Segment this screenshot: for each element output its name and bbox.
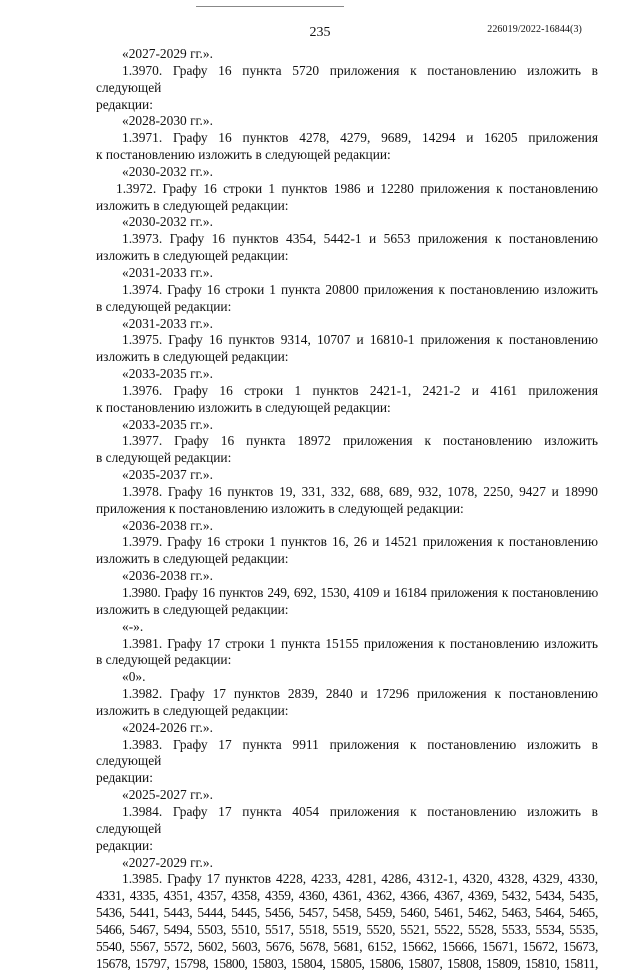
text-line: редакции: — [96, 837, 153, 853]
text-line: 4331, 4335, 4351, 4357, 4358, 4359, 4360, 4361, 4362, 4366, 4367, 4369, 5432, 5434, 5435, — [96, 888, 598, 904]
text-line: приложения к постановлению изложить в следующей редакции: — [96, 500, 464, 516]
text-line: «2027-2029 гг.». — [122, 854, 213, 870]
text-line: в следующей редакции: — [96, 298, 232, 314]
page-number: 235 — [309, 25, 331, 40]
text-line: 5436, 5441, 5443, 5444, 5445, 5456, 5457, 5458, 5459, 5460, 5461, 5462, 5463, 5464, 5465, — [96, 905, 598, 921]
text-line: «2033-2035 гг.». — [122, 366, 213, 382]
text-line: «2028-2030 гг.». — [122, 113, 213, 129]
text-line: 1.3971. Графу 16 пунктов 4278, 4279, 9689, 14294 и 16205 приложения — [122, 130, 598, 146]
text-line: «2033-2035 гг.». — [122, 416, 213, 432]
text-line: «2030-2032 гг.». — [122, 163, 213, 179]
text-line: 1.3980. Графу 16 пунктов 249, 692, 1530, 4109 и 16184 приложения к постановлению — [122, 585, 598, 600]
text-line: «2027-2029 гг.». — [122, 46, 213, 61]
document-body — [96, 46, 598, 972]
text-line: «2024-2026 гг.». — [122, 719, 213, 735]
text-line: «2036-2038 гг.». — [122, 517, 213, 533]
text-line: редакции: — [96, 96, 153, 112]
text-line: 1.3970. Графу 16 пункта 5720 приложения к постановлению изложить в следующей — [96, 62, 598, 95]
text-line: 1.3982. Графу 17 пунктов 2839, 2840 и 17296 приложения к постановлению — [122, 686, 598, 702]
text-line: 1.3976. Графу 16 строки 1 пунктов 2421-1, 2421-2 и 4161 приложения — [122, 382, 598, 398]
text-line: изложить в следующей редакции: — [96, 197, 289, 213]
text-line: 1.3983. Графу 17 пункта 9911 приложения к постановлению изложить в следующей — [96, 736, 598, 769]
text-line: в следующей редакции: — [96, 450, 232, 466]
text-line: в следующей редакции: — [96, 652, 232, 668]
text-line: «0». — [122, 669, 146, 685]
text-line: 1.3979. Графу 16 строки 1 пунктов 16, 26 и 14521 приложения к постановлению — [122, 534, 598, 550]
text-line: 5466, 5467, 5494, 5503, 5510, 5517, 5518, 5519, 5520, 5521, 5522, 5528, 5533, 5534, 5535, — [96, 921, 598, 937]
text-line: «2036-2038 гг.». — [122, 568, 213, 584]
text-line: изложить в следующей редакции: — [96, 551, 289, 567]
text-line: «2031-2033 гг.». — [122, 315, 213, 331]
text-line: 1.3981. Графу 17 строки 1 пункта 15155 приложения к постановлению изложить — [122, 635, 598, 651]
text-line: 1.3975. Графу 16 пунктов 9314, 10707 и 16810-1 приложения к постановлению — [122, 332, 598, 348]
text-line: «2025-2027 гг.». — [122, 787, 213, 803]
text-line: 1.3977. Графу 16 пункта 18972 приложения к постановлению изложить — [122, 433, 598, 449]
text-line: изложить в следующей редакции: — [96, 702, 289, 718]
text-line: 1.3972. Графу 16 строки 1 пунктов 1986 и 12280 приложения к постановлению — [116, 180, 598, 196]
text-line: редакции: — [96, 770, 153, 786]
text-line: 1.3984. Графу 17 пункта 4054 приложения к постановлению изложить в следующей — [96, 803, 598, 836]
text-line: 1.3985. Графу 17 пунктов 4228, 4233, 4281, 4286, 4312-1, 4320, 4328, 4329, 4330, — [122, 871, 598, 887]
text-line: к постановлению изложить в следующей редакции: — [96, 147, 391, 163]
text-line: «2031-2033 гг.». — [122, 264, 213, 280]
text-line: 15678, 15797, 15798, 15800, 15803, 15804, 15805, 15806, 15807, 15808, 15809, 15810, 15811, — [96, 955, 598, 971]
text-line: к постановлению изложить в следующей редакции: — [96, 399, 391, 415]
text-line: 1.3974. Графу 16 строки 1 пункта 20800 приложения к постановлению изложить — [122, 281, 598, 297]
text-line: 5540, 5567, 5572, 5602, 5603, 5676, 5678, 5681, 6152, 15662, 15666, 15671, 15672, 15673, — [96, 938, 598, 954]
text-line: «-». — [122, 618, 144, 634]
text-line: изложить в следующей редакции: — [96, 248, 289, 264]
text-line: изложить в следующей редакции: — [96, 601, 289, 617]
text-line: 1.3978. Графу 16 пунктов 19, 331, 332, 688, 689, 932, 1078, 2250, 9427 и 18990 — [122, 483, 598, 499]
text-line: 1.3973. Графу 16 пунктов 4354, 5442-1 и 5653 приложения к постановлению — [122, 231, 598, 247]
text-line: «2030-2032 гг.». — [122, 214, 213, 230]
document-id: 226019/2022-16844(3) — [487, 24, 582, 35]
text-line: «2035-2037 гг.». — [122, 467, 213, 483]
scan-edge-line — [196, 6, 344, 7]
text-line: изложить в следующей редакции: — [96, 349, 289, 365]
